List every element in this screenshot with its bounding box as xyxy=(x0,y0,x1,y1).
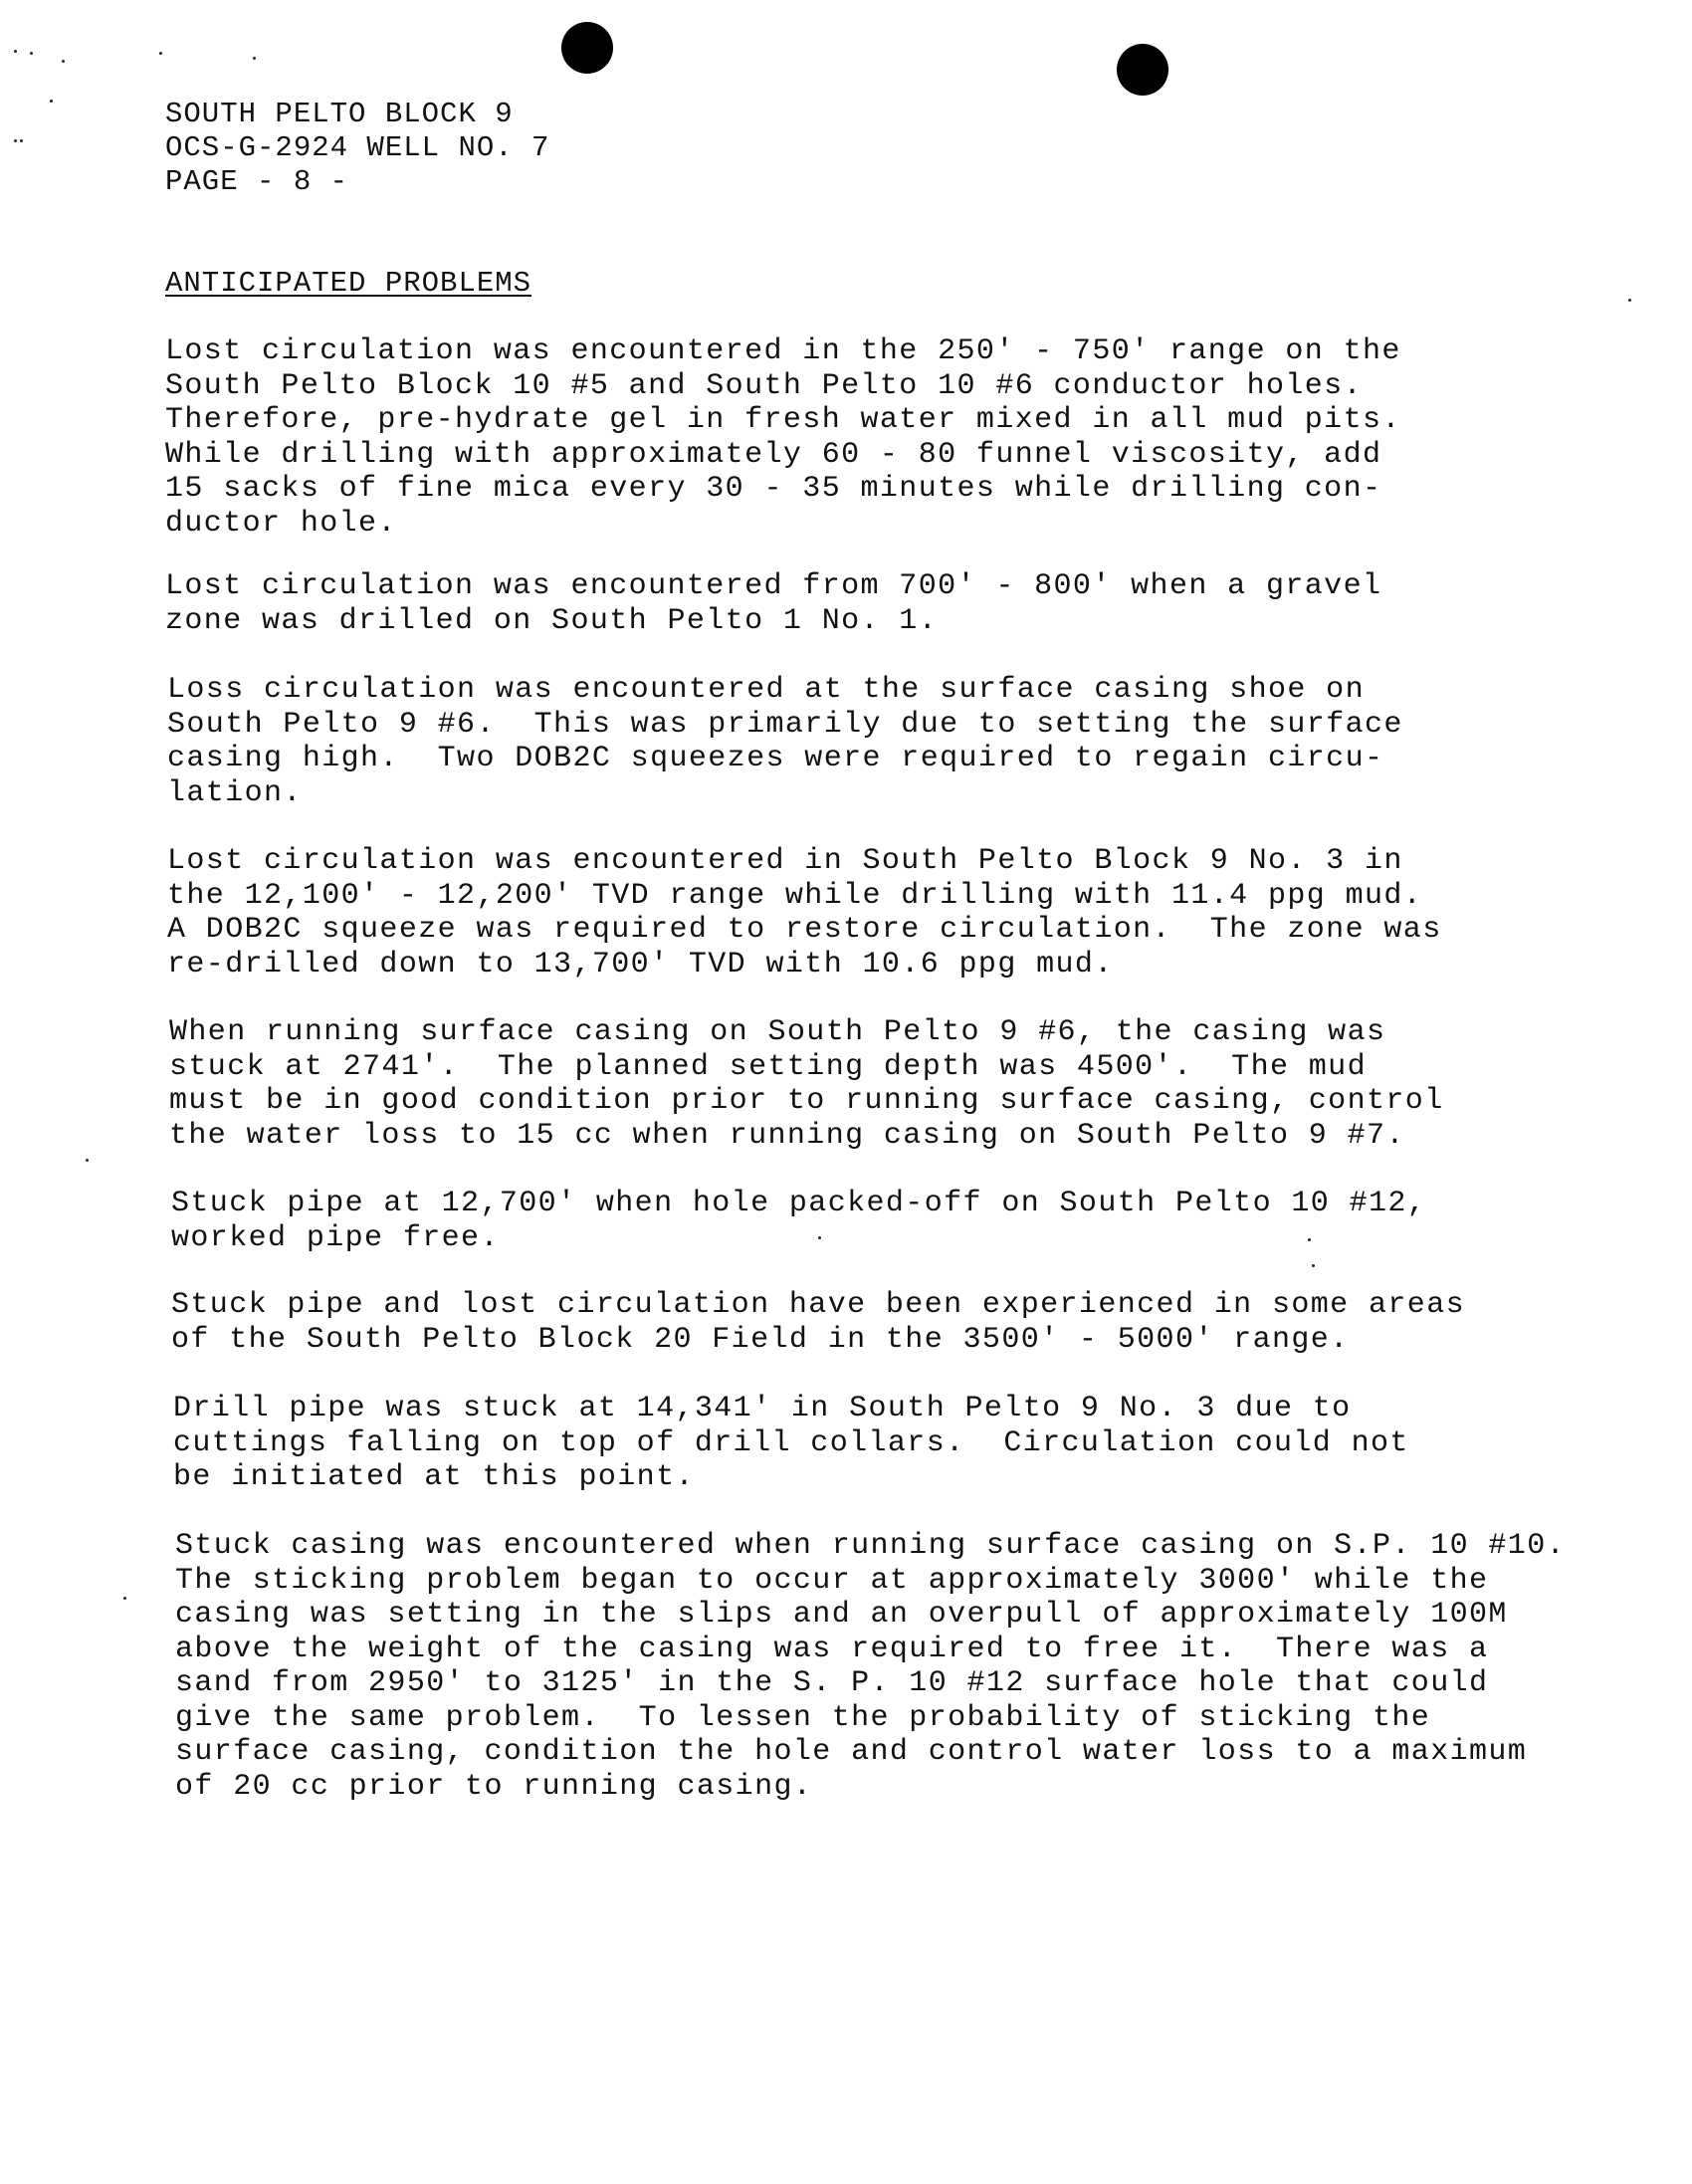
paragraph-line: Lost circulation was encountered in South Pelto Block 9 No. 3 in xyxy=(167,844,1403,878)
paragraph-line: surface casing, condition the hole and control water loss to a maximum xyxy=(175,1735,1528,1769)
paragraph-line: The sticking problem began to occur at approximately 3000' while the xyxy=(175,1563,1489,1598)
paragraph-line: worked pipe free. xyxy=(171,1220,500,1255)
paragraph-line: Stuck pipe and lost circulation have been experienced in some areas xyxy=(171,1288,1465,1322)
paragraph-line: the water loss to 15 cc when running casing on South Pelto 9 #7. xyxy=(169,1118,1405,1153)
paragraph-gravel-zone xyxy=(165,569,1381,638)
paragraph-line: stuck at 2741'. The planned setting depth was 4500'. The mud xyxy=(169,1049,1367,1084)
paragraph-line: Therefore, pre-hydrate gel in fresh water mixed in all mud pits. xyxy=(165,403,1401,437)
scan-speck xyxy=(1628,299,1631,302)
paragraph-line: When running surface casing on South Pelto 9 #6, the casing was xyxy=(169,1015,1386,1049)
paragraph-line: Lost circulation was encountered in the 250' - 750' range on the xyxy=(165,334,1401,368)
paragraph-line: sand from 2950' to 3125' in the S. P. 10 #12 surface hole that could xyxy=(175,1666,1489,1700)
paragraph-line: of the South Pelto Block 20 Field in the 3500' - 5000' range. xyxy=(171,1322,1350,1357)
paragraph-line: South Pelto 9 #6. This was primarily due to setting the surface xyxy=(167,707,1403,742)
punch-hole-left xyxy=(561,22,613,74)
paragraph-line: the 12,100' - 12,200' TVD range while drilling with 11.4 ppg mud. xyxy=(167,878,1423,913)
paragraph-line: casing high. Two DOB2C squeezes were required to regain circu- xyxy=(167,742,1384,775)
scan-speck xyxy=(14,50,17,53)
scan-speck xyxy=(123,1597,126,1600)
paragraph-stuck-pipe-10-12 xyxy=(171,1187,1426,1255)
paragraph-line: A DOB2C squeeze was required to restore circulation. The zone was xyxy=(167,913,1442,947)
paragraph-line: zone was drilled on South Pelto 1 No. 1. xyxy=(165,603,939,638)
paragraph-line: 15 sacks of fine mica every 30 - 35 minutes while drilling con- xyxy=(165,472,1382,506)
scan-speck xyxy=(159,52,162,55)
paragraph-lost-circulation-conductor xyxy=(165,334,1401,541)
header-well-line: OCS-G-2924 WELL NO. 7 xyxy=(165,131,550,164)
paragraph-block-9-no-3 xyxy=(167,844,1442,982)
paragraph-line: re-drilled down to 13,700' TVD with 10.6 ppg mud. xyxy=(167,947,1114,982)
scan-speck xyxy=(86,1159,89,1162)
paragraph-line: lation. xyxy=(167,775,303,810)
paragraph-line: While drilling with approximately 60 - 80 funnel viscosity, add xyxy=(165,437,1382,472)
paragraph-stuck-casing-10-10 xyxy=(175,1529,1566,1804)
paragraph-stuck-casing-9-6 xyxy=(169,1015,1444,1153)
punch-hole-right xyxy=(1117,44,1168,96)
scan-speck xyxy=(20,139,23,142)
header-page-line: PAGE - 8 - xyxy=(165,165,349,198)
scan-speck xyxy=(1312,1264,1315,1267)
scan-speck xyxy=(253,57,256,60)
header-block-line: SOUTH PELTO BLOCK 9 xyxy=(165,98,514,130)
paragraph-line: give the same problem. To lessen the probability of sticking the xyxy=(175,1700,1431,1735)
paragraph-line: of 20 cc prior to running casing. xyxy=(175,1769,813,1804)
scan-speck xyxy=(30,52,33,55)
paragraph-line: be initiated at this point. xyxy=(173,1460,695,1494)
paragraph-line: ductor hole. xyxy=(165,506,397,541)
paragraph-casing-shoe xyxy=(167,673,1403,810)
paragraph-line: casing was setting in the slips and an overpull of approximately 100M xyxy=(175,1598,1508,1632)
section-heading: ANTICIPATED PROBLEMS xyxy=(165,267,532,300)
paragraph-line: Loss circulation was encountered at the surface casing shoe on xyxy=(167,673,1365,707)
paragraph-line: Stuck pipe at 12,700' when hole packed-off on South Pelto 10 #12, xyxy=(171,1187,1427,1220)
paragraph-line: must be in good condition prior to running surface casing, control xyxy=(169,1084,1444,1118)
paragraph-drill-pipe-stuck xyxy=(173,1392,1409,1495)
paragraph-line: Drill pipe was stuck at 14,341' in South Pelto 9 No. 3 due to xyxy=(173,1392,1352,1425)
scan-speck xyxy=(62,60,65,63)
paragraph-line: above the weight of the casing was required to free it. There was a xyxy=(175,1632,1489,1666)
paragraph-line: cuttings falling on top of drill collars. Circulation could not xyxy=(173,1425,1409,1460)
paragraph-line: South Pelto Block 10 #5 and South Pelto 10 #6 conductor holes. xyxy=(165,368,1363,403)
scan-speck xyxy=(50,100,53,103)
paragraph-line: Stuck casing was encountered when running surface casing on S.P. 10 #10. xyxy=(175,1529,1567,1563)
paragraph-line: Lost circulation was encountered from 700' - 800' when a gravel xyxy=(165,569,1382,603)
scan-speck xyxy=(14,139,17,142)
paragraph-block-20-field xyxy=(171,1288,1465,1357)
